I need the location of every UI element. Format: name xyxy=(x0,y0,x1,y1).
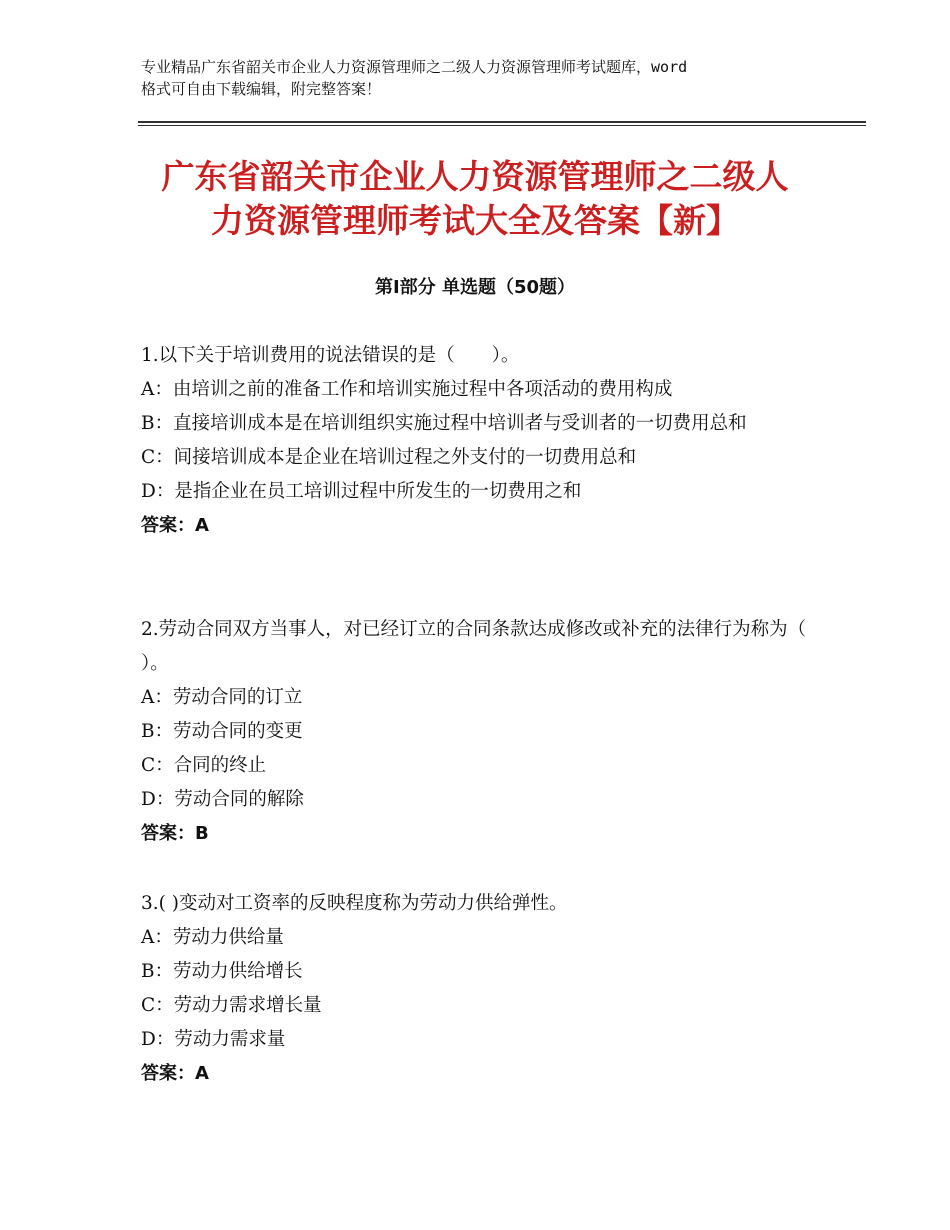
question-stem: 2.劳动合同双方当事人，对已经订立的合同条款达成修改或补充的法律行为称为（ ）。 xyxy=(141,619,807,674)
header-divider xyxy=(138,121,866,123)
option-b: B：直接培训成本是在培训组织实施过程中培训者与受训者的一切费用总和 xyxy=(141,413,747,434)
section-title: 第Ⅰ部分 单选题（50题） xyxy=(374,277,575,298)
option-d: D：劳动合同的解除 xyxy=(141,789,304,810)
question-stem: 3.( )变动对工资率的反映程度称为劳动力供给弹性。 xyxy=(141,893,568,914)
title-line-1: 广东省韶关市企业人力资源管理师之二级人 xyxy=(161,157,789,196)
answer: 答案：A xyxy=(141,1063,209,1084)
option-a: A：由培训之前的准备工作和培训实施过程中各项活动的费用构成 xyxy=(141,379,673,400)
option-b: B：劳动合同的变更 xyxy=(141,721,303,742)
header-divider-thin xyxy=(138,125,866,126)
option-c: C：劳动力需求增长量 xyxy=(141,995,322,1016)
question-3 xyxy=(141,887,821,1091)
question-1 xyxy=(141,339,821,543)
answer: 答案：B xyxy=(141,823,209,844)
header-line-2: 格式可自由下载编辑，附完整答案！ xyxy=(141,80,382,98)
answer: 答案：A xyxy=(141,515,209,536)
page-header xyxy=(141,56,831,100)
document-title xyxy=(100,155,850,243)
option-a: A：劳动力供给量 xyxy=(141,927,284,948)
question-2 xyxy=(141,613,821,851)
title-line-2: 力资源管理师考试大全及答案【新】 xyxy=(211,201,739,240)
option-a: A：劳动合同的订立 xyxy=(141,687,303,708)
question-stem: 1.以下关于培训费用的说法错误的是（ ）。 xyxy=(141,345,520,366)
header-line-1: 专业精品广东省韶关市企业人力资源管理师之二级人力资源管理师考试题库，word xyxy=(141,58,688,76)
option-d: D：是指企业在员工培训过程中所发生的一切费用之和 xyxy=(141,481,582,502)
option-d: D：劳动力需求量 xyxy=(141,1029,286,1050)
option-b: B：劳动力供给增长 xyxy=(141,961,303,982)
option-c: C：间接培训成本是企业在培训过程之外支付的一切费用总和 xyxy=(141,447,637,468)
option-c: C：合同的终止 xyxy=(141,755,267,776)
